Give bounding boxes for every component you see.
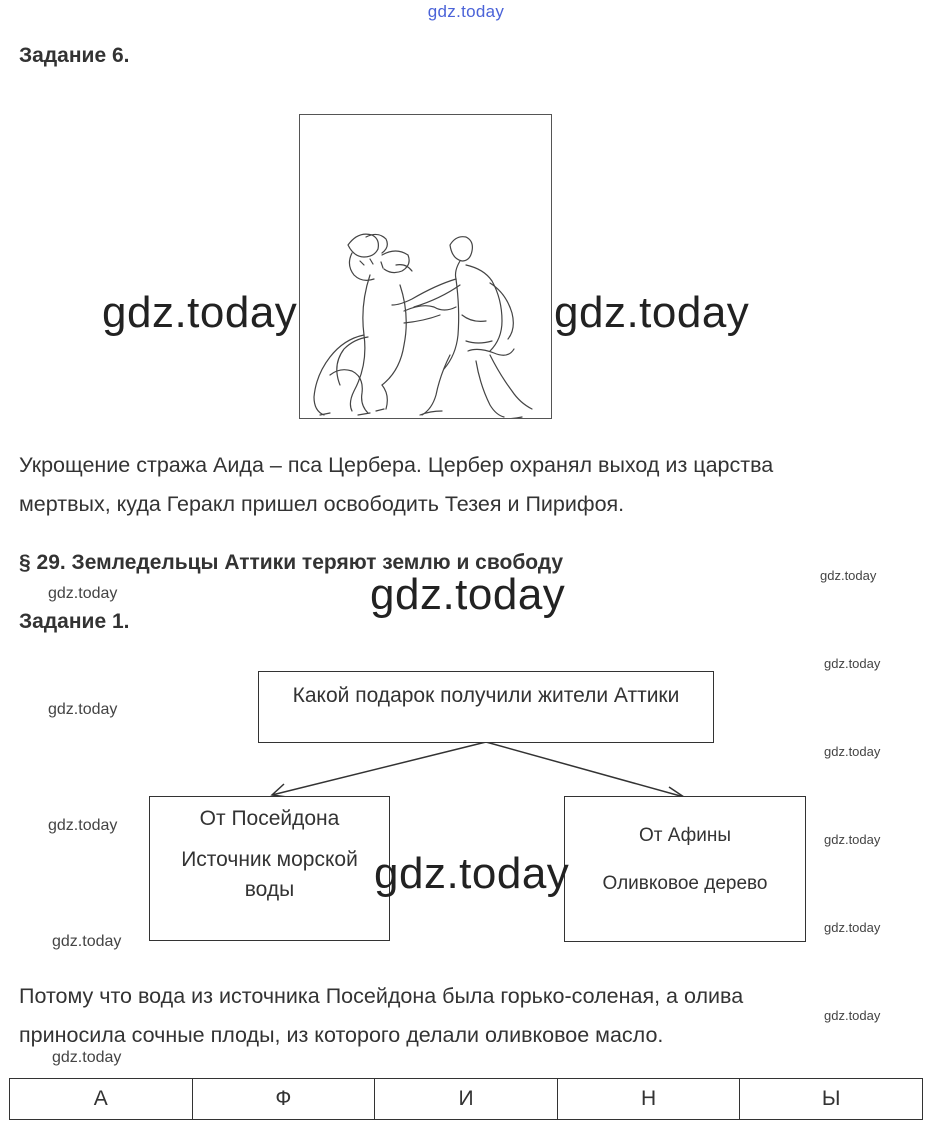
- watermark-small: gdz.today: [52, 933, 122, 950]
- table-cell: Ы: [740, 1079, 923, 1120]
- left-box-title: От Посейдона: [199, 807, 340, 830]
- right-box-answer: Оливковое дерево: [602, 873, 768, 894]
- watermark-large: gdz.today: [374, 849, 570, 898]
- table-cell: А: [10, 1079, 193, 1120]
- diagram-top-box: [258, 671, 714, 743]
- right-box-title: От Афины: [638, 825, 732, 846]
- watermark-small: gdz.today: [824, 744, 881, 759]
- table-cell: И: [375, 1079, 558, 1120]
- table-cell: Н: [557, 1079, 740, 1120]
- watermark-large: gdz.today: [370, 570, 566, 619]
- watermark-small: gdz.today: [48, 585, 118, 602]
- watermark-small: gdz.today: [824, 1008, 881, 1023]
- task1-explanation-line1: Потому что вода из источника Посейдона была горько-соленая, а олива: [19, 984, 744, 1008]
- task6-title: Задание 6.: [19, 44, 130, 67]
- watermark-small: gdz.today: [824, 656, 881, 671]
- task6-caption-line1: Укрощение стража Аида – пса Цербера. Цербер охранял выход из царства: [19, 453, 774, 477]
- watermark-small: gdz.today: [824, 920, 881, 935]
- task6-caption-line2: мертвых, куда Геракл пришел освободить Тезея и Пирифоя.: [19, 492, 625, 516]
- watermark-large: gdz.today: [102, 288, 298, 337]
- watermark-large: gdz.today: [554, 288, 750, 337]
- watermark-small: gdz.today: [820, 568, 877, 583]
- letters-table: [9, 1078, 923, 1120]
- table-cell: Ф: [192, 1079, 375, 1120]
- arrow-left: [272, 742, 486, 795]
- section-title: § 29. Земледельцы Аттики теряют землю и свободу: [19, 551, 564, 574]
- diagram-right-box: [564, 796, 806, 942]
- watermark-small: gdz.today: [48, 701, 118, 718]
- diagram-top-box-text: Какой подарок получили жители Аттики: [292, 684, 680, 707]
- watermark-small: gdz.today: [824, 832, 881, 847]
- arrow-right: [486, 742, 684, 797]
- table-row: [10, 1079, 923, 1120]
- task1-explanation-line2: приносила сочные плоды, из которого делали оливковое масло.: [19, 1023, 664, 1047]
- watermark-small: gdz.today: [52, 1049, 122, 1066]
- diagram-left-box: [149, 796, 390, 941]
- left-box-answer-line1: Источник морской: [181, 848, 358, 871]
- top-watermark: gdz.today: [427, 2, 505, 21]
- watermark-small: gdz.today: [48, 817, 118, 834]
- task1-title: Задание 1.: [19, 610, 130, 633]
- left-box-answer-line2: воды: [244, 878, 295, 901]
